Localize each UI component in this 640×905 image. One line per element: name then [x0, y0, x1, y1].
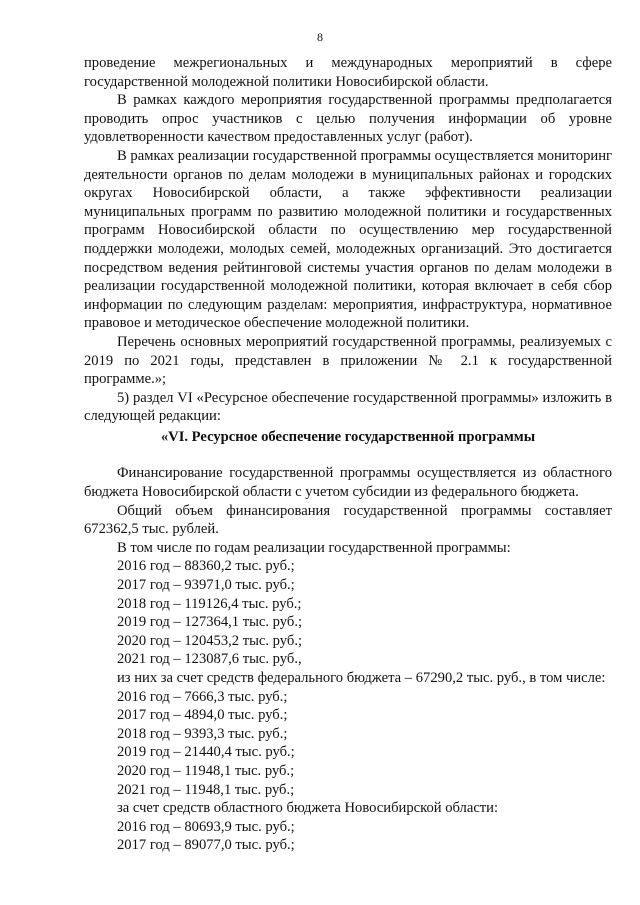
list-item: 2020 год – 11948,1 тыс. руб.;	[117, 762, 295, 779]
list-item: 2018 год – 9393,3 тыс. руб.;	[117, 725, 288, 742]
section-heading: «VI. Ресурсное обеспечение государственной программы	[160, 428, 536, 445]
paragraph-4: Перечень основных мероприятий государственной программы, реализуемых с 2019 по 2021 годы, представлен в приложении № 2.1 к государственной программе.»;	[84, 333, 612, 388]
page-number: 8	[317, 30, 323, 44]
paragraph-2: В рамках каждого мероприятия государственной программы предполагается проводить опрос участников с целью получения информации об уровне удовлетворенности качеством предоставленных услуг (работ).	[84, 92, 612, 146]
list-item: 2019 год – 21440,4 тыс. руб.;	[117, 744, 295, 761]
paragraph-3: В рамках реализации государственной программы осуществляется мониторинг деятельности органов по делам молодежи в муниципальных районах и городских округах Новосибирской области, а также эффективности реализации муниципальных программ по развитию молодежной политики и государственных программ Новосибирской области по осуществлению мер государственной поддержки молодежи, молодых семей, молодежных организаций. Это достигается посредством ведения рейтинговой системы участия органов по делам молодежи в реализации государственной молодежной политики, которая включает в себя сбор информации по следующим разделам: мероприятия, инфраструктура, нормативное правовое и методическое обеспечение молодежной политики.	[84, 147, 612, 332]
list-item: 2018 год – 119126,4 тыс. руб.;	[117, 595, 302, 612]
list-item: 2016 год – 7666,3 тыс. руб.;	[117, 688, 288, 705]
list-item: 2016 год – 88360,2 тыс. руб.;	[117, 558, 295, 575]
list-item: 2017 год – 93971,0 тыс. руб.;	[117, 577, 295, 594]
paragraph-5: 5) раздел VI «Ресурсное обеспечение государственной программы» изложить в следующей редакции:	[84, 389, 612, 425]
list-item: 2017 год – 89077,0 тыс. руб.;	[117, 837, 295, 854]
list-item: 2021 год – 11948,1 тыс. руб.;	[117, 781, 295, 798]
financing-intro: Финансирование государственной программы осуществляется из областного бюджета Новосибирской области с учетом субсидии из федерального бюджета.	[84, 465, 612, 501]
list-item: 2020 год – 120453,2 тыс. руб.;	[117, 632, 303, 649]
heading-spacer	[84, 446, 612, 464]
federal-by-year-list	[84, 688, 612, 800]
paragraph-1: проведение межрегиональных и международных мероприятий в сфере государственной молодежной политики Новосибирской области.	[84, 55, 612, 90]
regional-by-year-list	[84, 818, 612, 855]
document-body	[84, 54, 612, 855]
list-item: 2016 год – 80693,9 тыс. руб.;	[117, 818, 295, 835]
total-by-year-list	[84, 557, 612, 669]
list-item: 2017 год – 4894,0 тыс. руб.;	[117, 707, 288, 724]
by-years-intro: В том числе по годам реализации государственной программы:	[117, 539, 511, 556]
total-financing: Общий объем финансирования государственной программы составляет 672362,5 тыс. рублей.	[84, 502, 612, 538]
list-item: 2021 год – 123087,6 тыс. руб.,	[117, 651, 302, 668]
federal-intro: из них за счет средств федерального бюджета – 67290,2 тыс. руб., в том числе:	[117, 670, 606, 686]
list-item: 2019 год – 127364,1 тыс. руб.;	[117, 614, 303, 631]
regional-intro: за счет средств областного бюджета Новосибирской области:	[117, 800, 499, 817]
